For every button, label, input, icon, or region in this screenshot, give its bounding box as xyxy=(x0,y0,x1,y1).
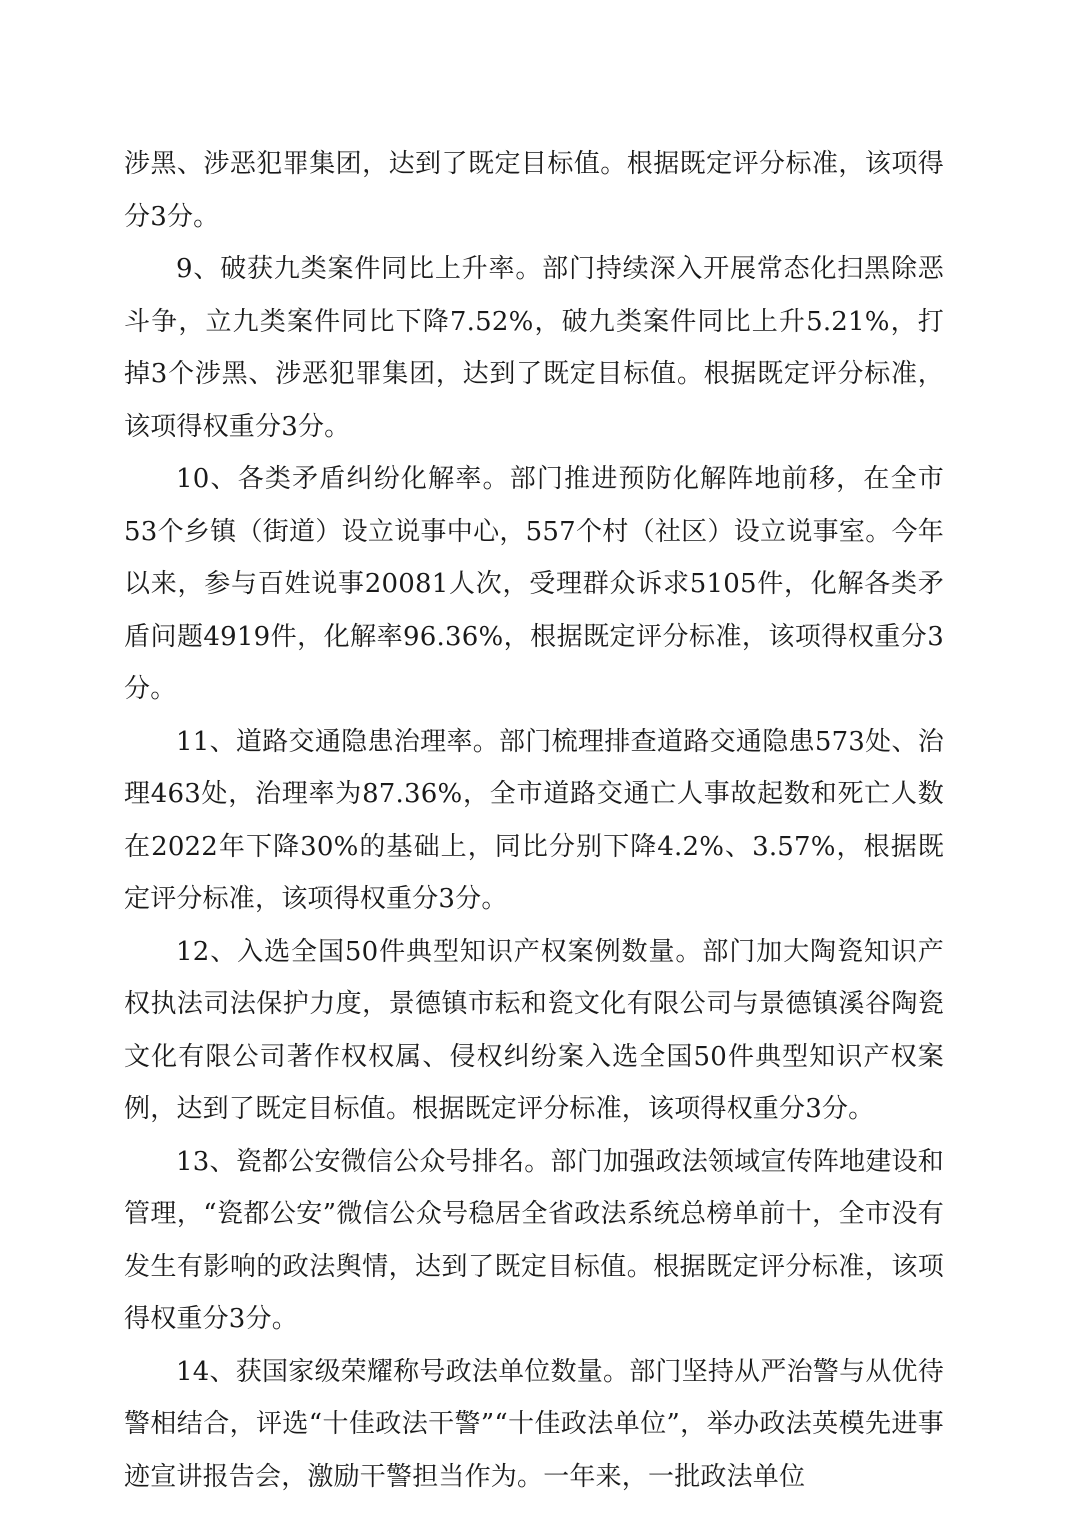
paragraph-item-13: 13、瓷都公安微信公众号排名。部门加强政法领域宣传阵地建设和管理，“瓷都公安”微信公众号稳居全省政法系统总榜单前十，全市没有发生有影响的政法舆情，达到了既定目标值。根据既定评分标准，该项得权重分3分。 xyxy=(124,1146,944,1334)
paragraph-item-12: 12、入选全国50件典型知识产权案例数量。部门加大陶瓷知识产权执法司法保护力度，景德镇市耘和瓷文化有限公司与景德镇溪谷陶瓷文化有限公司著作权权属、侵权纠纷案入选全国50件典型知识产权案例，达到了既定目标值。根据既定评分标准，该项得权重分3分。 xyxy=(124,936,944,1124)
paragraph-item-9: 9、破获九类案件同比上升率。部门持续深入开展常态化扫黑除恶斗争，立九类案件同比下降7.52%，破九类案件同比上升5.21%，打掉3个涉黑、涉恶犯罪集团，达到了既定目标值。根据既定评分标准，该项得权重分3分。 xyxy=(124,254,944,442)
paragraph-item-10: 10、各类矛盾纠纷化解率。部门推进预防化解阵地前移，在全市53个乡镇（街道）设立说事中心，557个村（社区）设立说事室。今年以来，参与百姓说事20081人次，受理群众诉求5105件，化解各类矛盾问题4919件，化解率96.36%，根据既定评分标准，该项得权重分3分。 xyxy=(124,464,944,704)
paragraph-continuation: 涉黑、涉恶犯罪集团，达到了既定目标值。根据既定评分标准，该项得分3分。 xyxy=(124,149,944,232)
paragraph-item-11: 11、道路交通隐患治理率。部门梳理排查道路交通隐患573处、治理463处，治理率为87.36%，全市道路交通亡人事故起数和死亡人数在2022年下降30%的基础上，同比分别下降4.2%、3.57%，根据既定评分标准，该项得权重分3分。 xyxy=(124,726,944,914)
document-body xyxy=(124,138,944,1503)
paragraph-item-14: 14、获国家级荣耀称号政法单位数量。部门坚持从严治警与从优待警相结合，评选“十佳政法干警”“十佳政法单位”，举办政法英模先进事迹宣讲报告会，激励干警担当作为。一年来，一批政法单位 xyxy=(124,1356,944,1492)
